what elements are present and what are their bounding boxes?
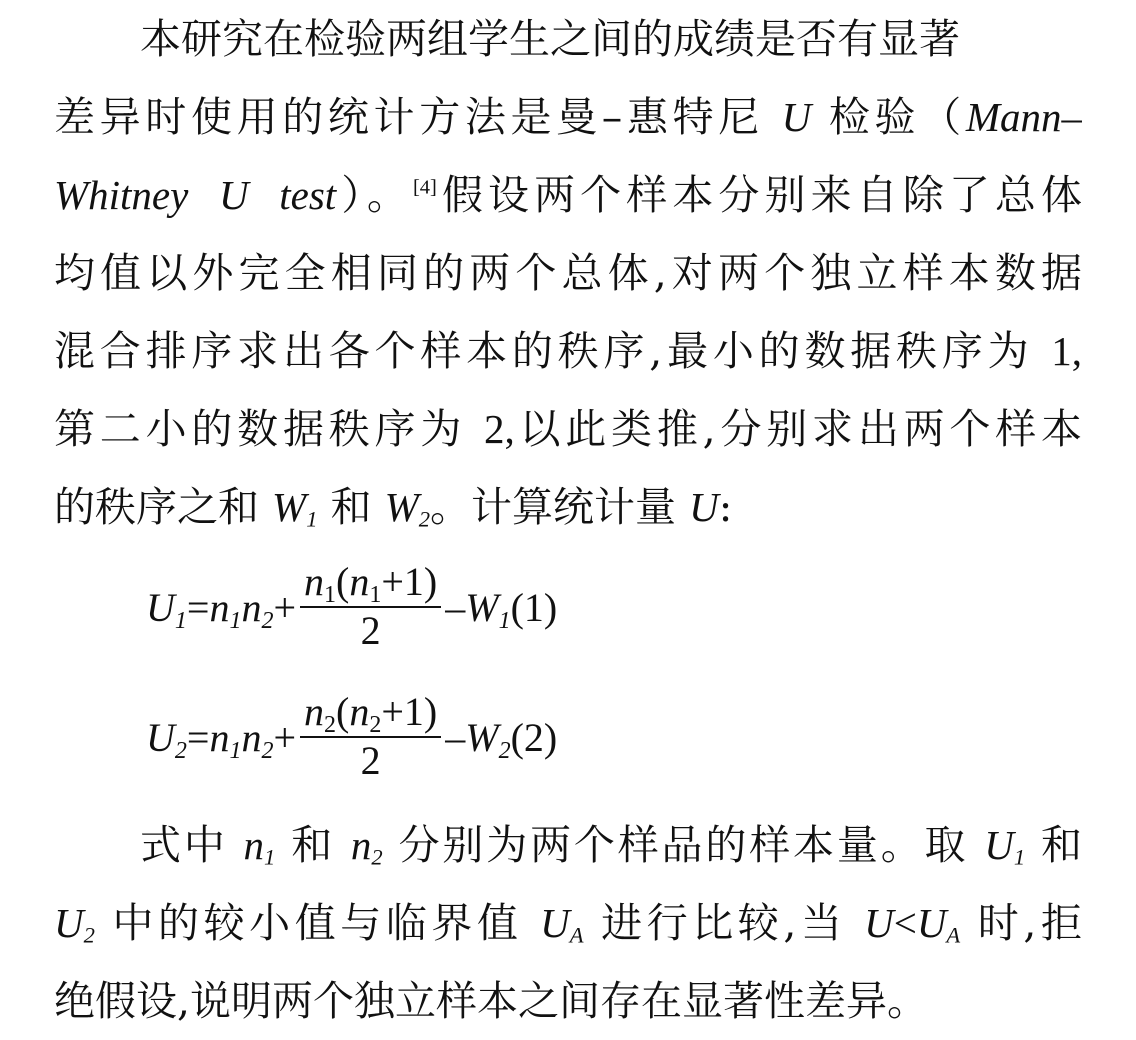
p1-line-6-text: 第二小的数据秩序为 xyxy=(54,405,467,453)
p2-line-1-b: 分别为两个样品的样本量。取 xyxy=(398,821,969,869)
p1-line-2-text: 差异时使用的统计方法是曼–惠特尼 xyxy=(54,93,764,141)
eq2-lhs: $U_2$ xyxy=(146,714,187,764)
eq2-w: $W_2$ xyxy=(465,714,511,764)
w-variable-2: $W_2$ xyxy=(384,484,431,532)
equation-2 xyxy=(146,690,557,784)
u-lt-ua: $U<U_A$ xyxy=(864,900,961,948)
eq1-label: (1) xyxy=(510,584,558,630)
p2-line-1 xyxy=(54,806,1082,884)
eq2-minus: – xyxy=(445,714,466,760)
paragraph-1 xyxy=(54,0,1082,546)
eq2-label: (2) xyxy=(510,714,558,760)
p1-line-7 xyxy=(54,468,1082,546)
u-statistic: U xyxy=(689,484,719,530)
p2-line-2-a: 中的较小值与临界值 xyxy=(112,899,523,947)
eq1-numerator: $n_1(n_1+1)$ xyxy=(300,560,441,608)
eq1-lhs: $U_1$ xyxy=(146,584,187,634)
eq2-plus: + xyxy=(273,714,297,760)
p1-line-1: 本研究在检验两组学生之间的成绩是否有显著 xyxy=(140,15,960,63)
eq1-fraction xyxy=(300,560,441,654)
ua-variable: $U_A$ xyxy=(540,900,584,948)
p1-line-3-text: 假设两个样本分别来自除了总体 xyxy=(436,171,1082,219)
p1-line-6 xyxy=(54,390,1082,468)
p1-line-5-text: 混合排序求出各个样本的秩序,最小的数据秩序为 xyxy=(54,327,1034,375)
p2-line-3: 绝假设,说明两个独立样本之间存在显著性差异。 xyxy=(54,977,929,1025)
p2-line-2 xyxy=(54,884,1082,962)
p1-line-3 xyxy=(54,156,1082,234)
p1-line-7-b: 。计算统计量 xyxy=(430,483,677,531)
equation-1 xyxy=(146,560,557,654)
p1-line-2-mid: 检验（ xyxy=(828,93,966,141)
p1-line-7-and: 和 xyxy=(330,483,372,531)
eq1-w: $W_1$ xyxy=(465,584,511,634)
eq1-denominator: 2 xyxy=(360,608,381,653)
mann-text: Mann– xyxy=(965,94,1082,140)
p1-line-5-num: 1, xyxy=(1051,328,1082,374)
p2-line-1-and: 和 xyxy=(291,821,336,869)
p1-line-4: 均值以外完全相同的两个总体,对两个独立样本数据 xyxy=(54,249,1082,297)
p2-line-1-end: 和 xyxy=(1041,821,1082,869)
p1-line-3-close: ）。 xyxy=(336,171,413,219)
n2-variable: $n_2$ xyxy=(350,822,383,870)
p2-line-1-a: 式中 xyxy=(140,821,228,869)
p1-line-7-a: 的秩序之和 xyxy=(54,483,259,531)
n1-variable: $n_1$ xyxy=(243,822,276,870)
eq2-numerator: $n_2(n_2+1)$ xyxy=(300,690,441,738)
u-variable: U xyxy=(781,94,812,140)
p1-line-6-num: 2, xyxy=(483,406,515,452)
eq2-fraction xyxy=(300,690,441,784)
colon: : xyxy=(718,483,733,531)
eq2-denominator: 2 xyxy=(360,738,381,783)
p1-line-2 xyxy=(54,78,1082,156)
p2-line-2-c: 时,拒 xyxy=(977,899,1082,947)
eq1-equals: = xyxy=(186,584,210,630)
u2-variable: $U_2$ xyxy=(54,900,95,948)
paragraph-2 xyxy=(54,806,1082,1040)
citation-ref: [4] xyxy=(412,176,437,199)
whitney-u-test-text: Whitney U test xyxy=(54,172,337,218)
p1-line-6-rest: 以此类推,分别求出两个样本 xyxy=(514,405,1082,453)
p1-line-5 xyxy=(54,312,1082,390)
eq2-equals: = xyxy=(186,714,210,760)
eq1-minus: – xyxy=(445,584,466,630)
p2-line-2-b: 进行比较,当 xyxy=(601,899,847,947)
w-variable-1: $W_1$ xyxy=(272,484,318,532)
eq1-n1n2: $n_1n_2$ xyxy=(209,584,274,634)
eq2-n1n2: $n_1n_2$ xyxy=(209,714,274,764)
eq1-plus: + xyxy=(273,584,297,630)
u1-variable: $U_1$ xyxy=(984,822,1026,870)
